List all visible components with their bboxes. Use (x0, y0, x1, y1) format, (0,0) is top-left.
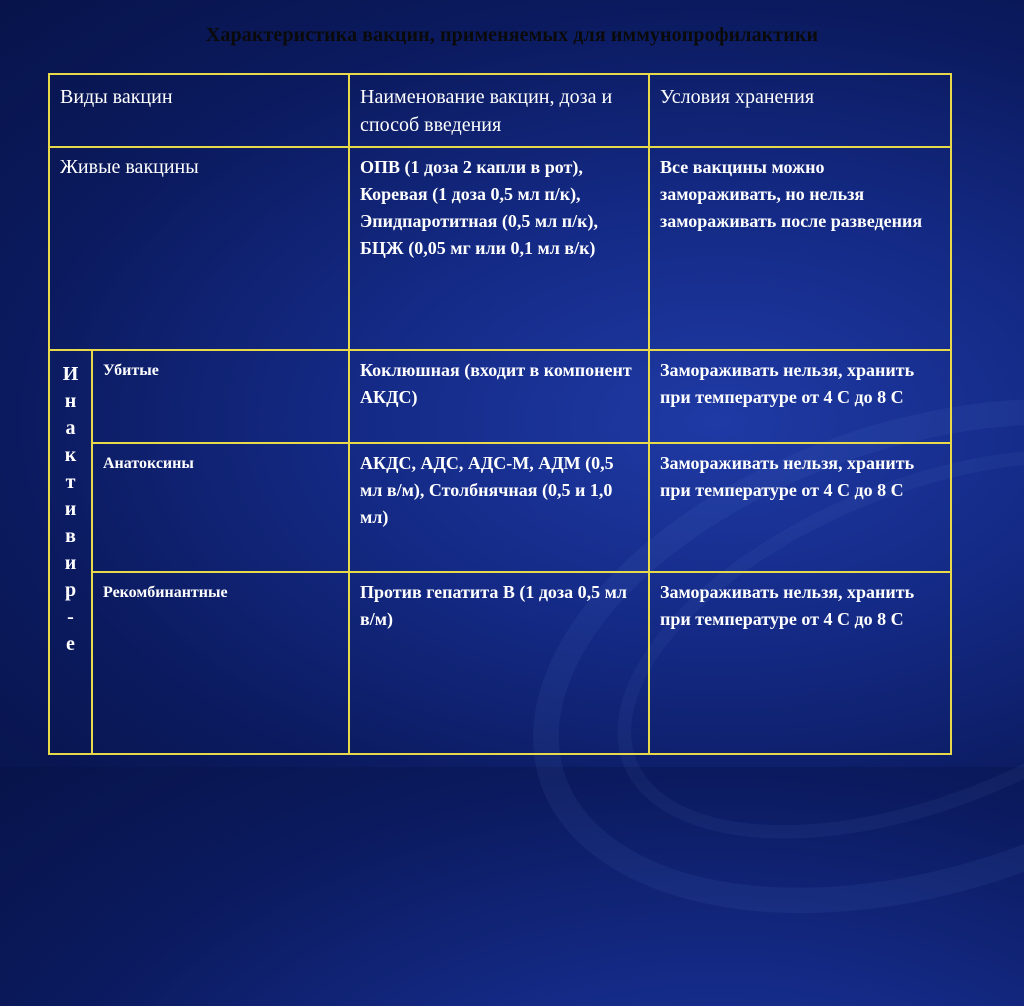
table-row-live (49, 147, 951, 350)
killed-name-cell (349, 350, 649, 443)
table-row-recombinant (49, 572, 951, 754)
toxoids-storage-cell (649, 443, 951, 572)
recombinant-storage-cell (649, 572, 951, 754)
inactivated-letter: к (64, 444, 77, 466)
inactivated-letter: е (66, 633, 75, 655)
killed-storage-text: Замораживать нельзя, хранить при температуре от 4 С до 8 С (660, 360, 915, 407)
header-cell-storage (649, 74, 951, 147)
live-name-cell (349, 147, 649, 350)
killed-storage-cell (649, 350, 951, 443)
table-header-row (49, 74, 951, 147)
live-name-text: ОПВ (1 доза 2 капли в рот), Коревая (1 доза 0,5 мл п/к), Эпидпаротитная (0,5 мл п/к), БЦЖ (0,05 мг или 0,1 мл в/к) (360, 157, 598, 258)
recombinant-name-cell (349, 572, 649, 754)
header-cell-types (49, 74, 349, 147)
toxoids-storage-text: Замораживать нельзя, хранить при температуре от 4 С до 8 С (660, 453, 915, 500)
killed-name-text: Коклюшная (входит в компонент АКДС) (360, 360, 632, 407)
header-storage-label: Условия хранения (660, 86, 815, 108)
inactivated-vertical-label (50, 351, 91, 658)
toxoids-type-cell (92, 443, 349, 572)
toxoids-name-text: АКДС, АДС, АДС-М, АДМ (0,5 мл в/м), Столбнячная (0,5 и 1,0 мл) (360, 453, 614, 527)
inactivated-letter: и (64, 498, 77, 520)
killed-type-label: Убитые (103, 362, 159, 379)
inactivated-letter: а (65, 417, 76, 439)
inactivated-letter: и (64, 552, 77, 574)
live-type-label: Живые вакцины (60, 156, 199, 178)
inactivated-letter: в (65, 525, 76, 547)
table-row-killed (49, 350, 951, 443)
recombinant-type-label: Рекомбинантные (103, 584, 228, 601)
recombinant-storage-text: Замораживать нельзя, хранить при температуре от 4 С до 8 С (660, 582, 915, 629)
recombinant-type-cell (92, 572, 349, 754)
inactivated-letter: И (62, 363, 79, 385)
live-type-cell (49, 147, 349, 350)
header-name-label: Наименование вакцин, доза и способ введения (360, 86, 613, 136)
inactivated-letter: т (65, 471, 76, 493)
table-row-toxoids (49, 443, 951, 572)
recombinant-name-text: Против гепатита В (1 доза 0,5 мл в/м) (360, 582, 628, 629)
live-storage-text: Все вакцины можно замораживать, но нельзя замораживать после разведения (660, 157, 923, 231)
killed-type-cell (92, 350, 349, 443)
inactivated-letter: н (64, 390, 77, 412)
header-cell-name (349, 74, 649, 147)
toxoids-type-label: Анатоксины (103, 455, 194, 472)
header-types-label: Виды вакцин (60, 86, 173, 108)
live-storage-cell (649, 147, 951, 350)
inactivated-label-cell (49, 350, 92, 754)
toxoids-name-cell (349, 443, 649, 572)
vaccine-table (48, 73, 952, 755)
inactivated-letter: р (64, 579, 77, 601)
slide-title: Характеристика вакцин, применяемых для иммунопрофилактики (205, 24, 819, 46)
inactivated-letter: - (67, 606, 74, 628)
